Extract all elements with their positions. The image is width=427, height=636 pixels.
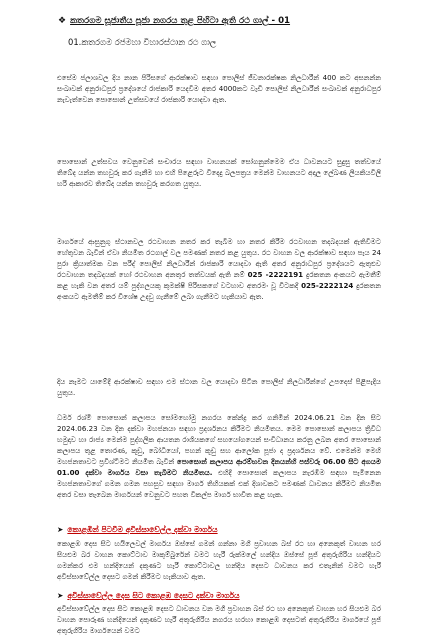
arrow-bullet-icon: ➤ <box>57 525 64 534</box>
paragraph-text: එහිදී පොසොන් කලාපය නැරඹීම සඳහා පැමිනෙන මහජනතාවගේ ගමන ගමන පහසුව සඳහා මාර්ග තිහියකක් එක් දිශාවකට පමණක් ධාවනය කිරීමට නියමිත අතර වසා තැබෙන මාර්ගයන් වෙනුවට පහත විකල්ප මාර්ග භාවිත කළ හැක. <box>57 468 381 499</box>
sub-heading: 01.කතරගම රජමහා විහාරස්ථාන රථ ගාල <box>68 37 217 47</box>
paragraph-text: ධර්ම රශ්මි පොසොන් කලාපය සෝමහෝමු නගරය කේන්ද්‍ර කර ගනිමින් 2024.06.21 වන දින සිට 2024.06.23 වන දින දක්වා මහජනයා සඳහා ප්‍රදර්ශනය කිරීමට නියමිතය. මෙම පොසොන් කලාපය ත්‍රිවිධ හමුදාව හා රාජ්‍ය මෙන්ම පුද්ගලික ආයතන රාශියකගේ සහයෝගයෙන් සංවිධානය කරනු ලබන අතර පොසොන් කලාපය තුළ තොරණ, කූඩු, බෝධියෝ, පහන් කූඩු සහ ආලෝක පූජා ද ප්‍රදර්ශනය වේ. එමෙන්ම මෙහි මහජනතාවට ප්‍රවිශ්ටීමට නියමිත බැවින් <box>57 413 381 466</box>
section-title-colombo-inbound <box>57 591 240 601</box>
paragraph-bathing-advice: දිය නැමට යාමේදී ආරක්ෂාව සඳහා එම ස්ථාන වල යොදවා සිටින පොලිස් නිලධාරීන්ගේ උපදෙස් පිළිපැදිය යුතුය. <box>57 377 381 397</box>
road-closure-notice: පොසොන් කලාපය ආරම්භවන දිනයන්හි පස්වරු 06.00 සිට අගයම 01.00 දක්වා මාර්ගය වසා තැබීමට නියමිතය. <box>57 457 381 477</box>
paragraph-text: දුරකතන අංකයට ඇමතීම් කර විශේෂ උදවු ගැනීමේ ලබා ගැනීමට හැකියාව ඇත. <box>57 281 381 301</box>
paragraph-parking-hotlines <box>57 236 381 302</box>
section-title-colombo-outbound <box>57 525 218 535</box>
paragraph-poson-zone <box>57 412 381 500</box>
paragraph-text: දුරකතන අංකයට ඇමතීම් කළ හැකි වන අතර යම් පුද්ගලයකු කුමක්ෂී පිරිසකගේ වටහාව අතරමං වූ විටකදී <box>57 270 381 290</box>
section-title-text: කොළඹින් පිටවීම අවිස්සාවේල්ල දක්වා මාර්ගය <box>67 525 218 534</box>
hotline-number-traffic: 025 -2222191 <box>247 270 304 279</box>
section-title-text: අවිස්සාවේල්ල දෙස සිට කොළඹ දෙසට දක්වා මාර්ගය <box>67 591 240 600</box>
page-heading <box>58 16 290 26</box>
hotline-number-missing: 025-2222124 <box>301 281 354 290</box>
paragraph-lifeguards: එසේම ජලාශවල දිය නාන පිරිසගේ ආරක්ෂාව සඳහා පොලිස් ජීවනාරක්ෂක නිලධාරීන් 400 කට අසනන්න සංඛාවක් අනුරාධපුර ප්‍රදේශයේ රාජකාරි යෙදවීම අතර 4000කට වැඩි පොලිස් නිලධාරීන් සංඛාවක් අනුරාධපුර නැවැත්වෙන පොසොන් උත්සවයේ රාජකාරි යොදවා ඇත. <box>57 73 381 104</box>
paragraph-text: මාර්ගයේ ආසුනුගු ස්ථානවල රථවාහන නතර කර තැබීම හා නතර කිරීම රථවාහන තදබදයක් ඇතිවීමට හේතුවන බැවින් ඒවා නියමිත රථගාල් වල පමණක් නතර කළ යුතුය. රථ වාහන වල ආරක්ෂාව සඳහා පැය 24 පුරා ක්‍රියාත්මක වන පරීද් පොලිස් නිලධාරීන් රාජකාරි යොදවා ඇති අතර අනුරාධපුර ප්‍රදේශයට ඇතුළුව රථවාහන තදබදයක් හෝ රථවාහන අනතුර තත්වයක් ඇති නම් <box>57 237 381 279</box>
page-heading-text: කතරගම සූජාතීය පූජා නගරය තුළ පිහිටා ඇති රථ ගාල් - 01 <box>70 16 291 26</box>
paragraph-route-outbound: කොළඹ දෙස සිට හයිලෙවල් මාර්ගය ඔස්සේ ගමන් ගන්නා මගී ප්‍රවාහන බස් රථ හා අනෙකුත් වාහන හර සියළුම බර වාහන කොට්ටාව මාකුම්බුරේන් වමට හැරී රුක්මලේ හන්දිය ඔස්සේ පූජ් අතුරුගිරිය හන්දියට ගමන්කර එම හන්දියෙන් දකුණට හැරී කොට්ටාවල හන්දිය දෙසට ධාවනය කර එතැනින් වමට හැරී අවිස්සාවේල්ල දෙසට ගමන් කිරීමට හැකියාව ඇත. <box>57 539 381 581</box>
paragraph-route-inbound: අවිස්සාවේල්ල දෙස සිට කොළඹ දෙසට ධාවනය වන මගී ප්‍රවාහන බස් රථ හා අනෙකුත් වාහන හර සියළුම බර වාහන පොරුණ හන්දියෙන් දකුණට හැරී අතුරුගිරිය නගරය හරහා කොළඹ දෙසටත් අතුරුගිරිය මාර්ගයේ පූජ් අතුරුගිරිය මාර්ගයෙන් වමට <box>57 604 381 635</box>
arrow-bullet-icon: ➤ <box>57 591 64 600</box>
diamond-bullet-icon: ❖ <box>58 16 67 26</box>
paragraph-vehicle-fitness: පොසොන් උත්සවය වෙනුවෙන් සංචාරය සඳහා වාහනයක් සෝගනුන්මෙම ඒය ධාවනයට සුදුසු තත්වයේ තිබේද යන්න තහවුරු කර ගැනීම හා එහි පිළෙරූට විදෙදු බලපත්‍රය මෙන්ම වාහනයට අදාල ලේඛණ ලියකියවිලි හරි ආකාරව තිබේද යන්න තහවුරු කරගත යුතුය. <box>57 157 381 188</box>
